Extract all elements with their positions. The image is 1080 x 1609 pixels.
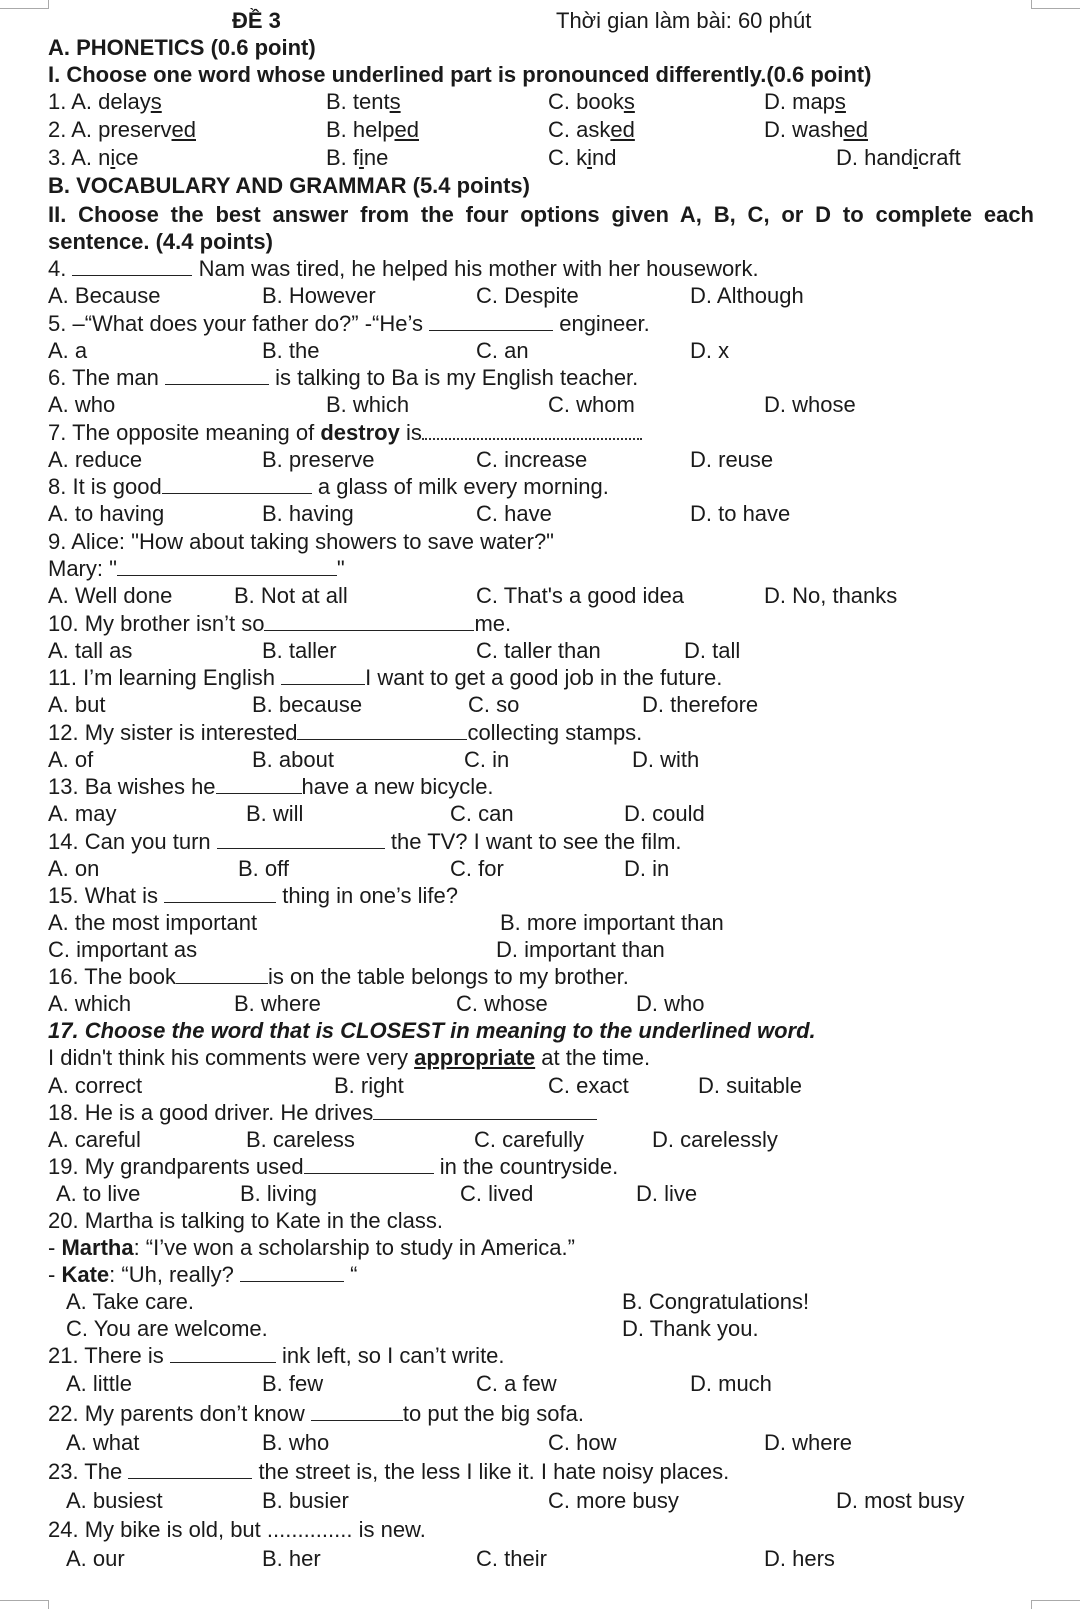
option-c: C. That's a good idea — [476, 583, 685, 608]
option-b: B. which — [326, 392, 410, 417]
option-b: B. who — [262, 1430, 330, 1455]
option-d: D. suitable — [698, 1073, 802, 1098]
option-a: A. correct — [48, 1073, 143, 1098]
option-d: D. x — [690, 338, 730, 363]
section-b-title: B. VOCABULARY AND GRAMMAR (5.4 points) — [48, 173, 530, 198]
option-d: D. carelessly — [652, 1127, 778, 1152]
option-b: B. the — [262, 338, 320, 363]
option-c: C. have — [476, 501, 552, 526]
option-d: D. to have — [690, 501, 791, 526]
question-20-martha: - Martha: “I’ve won a scholarship to study in America.” — [48, 1235, 575, 1260]
option-d: D. Although — [690, 283, 804, 308]
question-15-stem: 15. What is thing in one’s life? — [48, 883, 458, 908]
option-c: C. a few — [476, 1371, 557, 1396]
answer-blank — [373, 1101, 597, 1120]
question-13-stem: 13. Ba wishes he have a new bicycle. — [48, 774, 494, 799]
option-d: D. most busy — [836, 1488, 965, 1513]
section-a-instruction: I. Choose one word whose underlined part is pronounced differently.(0.6 point) — [48, 62, 872, 87]
answer-blank — [164, 884, 276, 903]
answer-blank — [72, 257, 192, 276]
answer-blank — [240, 1263, 344, 1282]
option-b: B. living — [240, 1181, 318, 1206]
option-c: C. for — [450, 856, 504, 881]
option-d: D. Thank you. — [622, 1316, 759, 1341]
option-d: D. important than — [496, 937, 665, 962]
option-c: C. taller than — [476, 638, 601, 663]
page-corner-mark — [0, 1600, 49, 1609]
question-17-instruction: 17. Choose the word that is CLOSEST in meaning to the underlined word. — [48, 1018, 816, 1043]
question-21-stem: 21. There is ink left, so I can’t write. — [48, 1343, 505, 1368]
option-a: A. Because — [48, 283, 161, 308]
option-c: C. whose — [456, 991, 548, 1016]
option-d: D. tall — [684, 638, 741, 663]
answer-dots: .............. — [266, 1517, 353, 1542]
answer-blank — [281, 666, 365, 685]
option-d: D. live — [636, 1181, 698, 1206]
option-c: C. their — [476, 1546, 547, 1571]
option-a: A. what — [66, 1430, 140, 1455]
question-23-stem: 23. The the street is, the less I like it. I hate noisy places. — [48, 1459, 730, 1484]
option-b: B. few — [262, 1371, 324, 1396]
answer-blank — [176, 965, 268, 984]
answer-blank — [264, 612, 474, 631]
section-b-instruction-cont: sentence. (4.4 points) — [48, 229, 273, 254]
answer-blank — [297, 721, 467, 740]
option-b: B. her — [262, 1546, 321, 1571]
answer-dots — [422, 420, 642, 440]
option-a: A. of — [48, 747, 94, 772]
option-a: A. may — [48, 801, 117, 826]
answer-blank — [216, 775, 302, 794]
option-b: B. preserve — [262, 447, 375, 472]
option-b: B. will — [246, 801, 304, 826]
question-8-stem: 8. It is good a glass of milk every morning. — [48, 474, 609, 499]
option-a: A. reduce — [48, 447, 143, 472]
option-d: D. in — [624, 856, 670, 881]
section-b-instruction: II. Choose the best answer from the four options given A, B, C, or D to complete each — [48, 202, 1034, 227]
option-b: B. because — [252, 692, 363, 717]
option-d: D. where — [764, 1430, 853, 1455]
option-b: B. off — [238, 856, 289, 881]
option-b: B. busier — [262, 1488, 349, 1513]
question-17-stem: I didn't think his comments were very appropriate at the time. — [48, 1045, 651, 1070]
option-c: C. so — [468, 692, 520, 717]
question-22-stem: 22. My parents don’t know to put the big sofa. — [48, 1401, 584, 1426]
option-b: B. careless — [246, 1127, 355, 1152]
option-d: D. with — [632, 747, 700, 772]
page-corner-mark — [1031, 1600, 1080, 1609]
option-a: A. tall as — [48, 638, 133, 663]
option-d: D. therefore — [642, 692, 759, 717]
option-c: C. You are welcome. — [66, 1316, 268, 1341]
option-a: A. Well done — [48, 583, 173, 608]
question-6-stem: 6. The man is talking to Ba is my English teacher. — [48, 365, 639, 390]
exam-time: Thời gian làm bài: 60 phút — [556, 8, 812, 33]
question-12-stem: 12. My sister is interested collecting stamps. — [48, 720, 643, 745]
option-a: A. who — [48, 392, 116, 417]
option-c: C. whom — [548, 392, 635, 417]
option-a: A. little — [66, 1371, 133, 1396]
option-a: A. the most important — [48, 910, 258, 935]
option-c: C. an — [476, 338, 529, 363]
question-10-stem: 10. My brother isn’t so me. — [48, 611, 512, 636]
question-11-stem: 11. I’m learning English I want to get a good job in the future. — [48, 665, 723, 690]
option-a: A. Take care. — [66, 1289, 194, 1314]
option-b: B. having — [262, 501, 354, 526]
option-d: D. whose — [764, 392, 856, 417]
question-14-stem: 14. Can you turn the TV? I want to see the film. — [48, 829, 682, 854]
answer-blank — [117, 557, 337, 576]
answer-blank — [162, 475, 312, 494]
answer-blank — [170, 1344, 276, 1363]
option-c: C. Despite — [476, 283, 579, 308]
option-c: C. more busy — [548, 1488, 679, 1513]
answer-blank — [217, 830, 385, 849]
option-b: B. more important than — [500, 910, 724, 935]
option-b: B. Not at all — [234, 583, 348, 608]
option-c: C. exact — [548, 1073, 629, 1098]
option-a: A. which — [48, 991, 132, 1016]
question-9-stem: 9. Alice: "How about taking showers to save water?" — [48, 529, 554, 554]
option-d: D. much — [690, 1371, 772, 1396]
question-7-stem: 7. The opposite meaning of destroy is — [48, 420, 642, 446]
option-c: C. in — [464, 747, 510, 772]
option-b: B. taller — [262, 638, 337, 663]
option-a: A. careful — [48, 1127, 141, 1152]
question-5-stem: 5. –“What does your father do?” -“He’s engineer. — [48, 311, 650, 336]
answer-blank — [165, 366, 269, 385]
option-a: A. a — [48, 338, 88, 363]
option-b: B. Congratulations! — [622, 1289, 810, 1314]
option-c: C. how — [548, 1430, 617, 1455]
option-a: A. on — [48, 856, 100, 881]
option-d: D. who — [636, 991, 705, 1016]
answer-blank — [128, 1460, 252, 1479]
option-a: A. busiest — [66, 1488, 163, 1513]
option-c: C. can — [450, 801, 514, 826]
option-b: B. right — [334, 1073, 404, 1098]
question-18-stem: 18. He is a good driver. He drives — [48, 1100, 597, 1126]
answer-blank — [311, 1402, 403, 1421]
answer-blank — [304, 1155, 434, 1174]
question-24-stem: 24. My bike is old, but .............. is new. — [48, 1517, 426, 1542]
section-a-title: A. PHONETICS (0.6 point) — [48, 35, 316, 60]
option-d: D. reuse — [690, 447, 774, 472]
question-19-stem: 19. My grandparents used in the countryside. — [48, 1154, 619, 1179]
option-a: A. to having — [48, 501, 165, 526]
option-b: B. However — [262, 283, 376, 308]
option-a: A. but — [48, 692, 106, 717]
option-c: C. carefully — [474, 1127, 585, 1152]
option-d: D. No, thanks — [764, 583, 898, 608]
answer-blank — [429, 312, 553, 331]
option-d: D. could — [624, 801, 705, 826]
page-corner-mark — [0, 0, 49, 9]
option-c: C. important as — [48, 937, 198, 962]
option-c: C. lived — [460, 1181, 534, 1206]
exam-code: ĐỀ 3 — [232, 8, 281, 33]
option-c: C. increase — [476, 447, 588, 472]
question-20-stem: 20. Martha is talking to Kate in the class. — [48, 1208, 443, 1233]
option-b: B. where — [234, 991, 321, 1016]
option-a: A. to live — [56, 1181, 141, 1206]
question-4-stem: 4. Nam was tired, he helped his mother with her housework. — [48, 256, 759, 281]
option-b: B. about — [252, 747, 334, 772]
question-16-stem: 16. The book is on the table belongs to my brother. — [48, 964, 629, 989]
option-d: D. hers — [764, 1546, 835, 1571]
question-9-reply: Mary: " " — [48, 556, 345, 581]
option-a: A. our — [66, 1546, 125, 1571]
page-corner-mark — [1031, 0, 1080, 9]
question-20-kate: - Kate: “Uh, really? “ — [48, 1262, 358, 1287]
